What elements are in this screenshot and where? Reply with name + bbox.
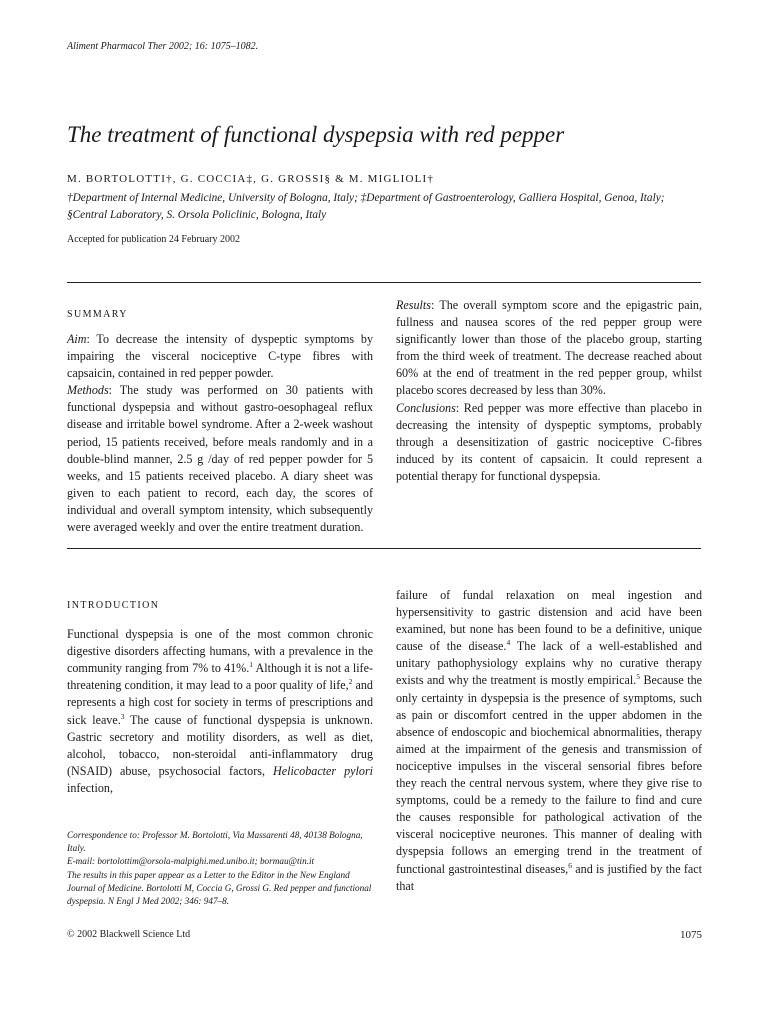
summary-column-left	[67, 306, 373, 333]
summary-results	[396, 297, 702, 400]
copyright-notice: © 2002 Blackwell Science Ltd	[67, 929, 191, 940]
summary-methods	[67, 382, 373, 536]
reference-6: 6	[568, 860, 572, 870]
reference-3: 3	[120, 711, 125, 721]
journal-reference: Aliment Pharmacol Ther 2002; 16: 1075–1082.	[67, 41, 259, 52]
results-label: Results	[396, 298, 431, 312]
intro-text-2a: failure of fundal relaxation on meal ingestion and hypersensitivity to gastric distension and acid have been examined, but none has been found to be a definitive, unique cause of the disease.	[396, 588, 702, 654]
article-title: The treatment of functional dyspepsia with red pepper	[67, 122, 565, 147]
author-list: M. BORTOLOTTI†, G. COCCIA‡, G. GROSSI§ & M. MIGLIOLI†	[67, 173, 435, 185]
intro-text-1e: infection,	[67, 780, 114, 795]
introduction-paragraph-1	[67, 626, 373, 797]
intro-text-1b: Although it is not a life-threatening condition, it may lead to a poor quality of life,	[67, 661, 373, 693]
conclusions-text: : Red pepper was more effective than placebo in decreasing the intensity of dyspeptic symptoms, probably through a desensitization of gastric nociceptive C-fibres induced by its content of capsaicin. It could represent a potential therapy for functional dyspepsia.	[396, 400, 702, 483]
aim-text: : To decrease the intensity of dyspeptic symptoms by impairing the visceral nociceptive C-type fibres with capsaicin, contained in red pepper powder.	[67, 332, 373, 381]
author-affiliations: †Department of Internal Medicine, University of Bologna, Italy; ‡Department of Gastroenterology, Galliera Hospital, Genoa, Italy; §Central Laboratory, S. Orsola Policlinic, Bologna, Italy	[67, 192, 665, 221]
summary-body-left	[67, 331, 373, 536]
summary-aim	[67, 331, 373, 382]
letter-note: The results in this paper appear as a Letter to the Editor in the New England Journal of Medicine. Bortolotti M, Coccia G, Grossi G. Red pepper and functional dyspepsia. N Engl J Med 2002; 346: 947–8.	[67, 869, 372, 907]
reference-1: 1	[249, 660, 254, 670]
intro-text-1a: Functional dyspepsia is one of the most common chronic digestive disorders affecting humans, with a prevalence in the community ranging from 7% to 41%.	[67, 627, 373, 676]
reference-4: 4	[506, 638, 511, 648]
reference-5: 5	[636, 672, 640, 682]
intro-text-2b: The lack of a well-established and unitary pathophysiology explains why no curative therapy exists and why the treatment is mostly empirical.	[396, 639, 702, 688]
summary-column-right	[396, 297, 702, 485]
introduction-heading: INTRODUCTION	[67, 600, 160, 611]
aim-label: Aim	[67, 332, 87, 346]
intro-text-1c: and represents a high cost for society in terms of prescriptions and sick leave.	[67, 678, 373, 727]
intro-text-2c: Because the only certainty in dyspepsia is the presence of symptoms, such as pain or discomfort centred in the upper abdomen in the absence of endoscopic and biochemical abnormalities, therapy aimed at the impairment of the genesis and transmission of nociceptive impulses in the visceral sensorial fibres before they reach the central nervous system, where they give rise to symptoms, could be a remedy to the failure to find and cure the causes responsible for pathological activation of the visceral nociceptive neurones. This manner of dealing with dyspepsia follows an emerging trend in the treatment of functional gastrointestinal diseases,	[396, 673, 702, 876]
reference-2: 2	[348, 677, 353, 687]
correspondence-notes	[67, 829, 377, 908]
methods-label: Methods	[67, 383, 109, 398]
summary-bottom-rule	[67, 548, 701, 549]
correspondence-address: Correspondence to: Professor M. Bortolotti, Via Massarenti 48, 40138 Bologna, Italy.	[67, 830, 363, 854]
introduction-column-left	[67, 597, 373, 797]
conclusions-label: Conclusions	[396, 400, 456, 415]
methods-text: : The study was performed on 30 patients with functional dyspepsia and without gastro-oesophageal reflux disease and irritable bowel syndrome. After a 2-week washout period, 15 patients received, before meals randomly and in a double-blind manner, 2.5 g /day of red pepper powder for 5 weeks, and 15 patients received placebo. A diary sheet was given to each patient to record, each day, the scores of individual and overall symptom intensity, which subsequently were averaged weekly and over the entire treatment duration.	[67, 383, 373, 535]
correspondence-email: E-mail: bortolottim@orsola-malpighi.med.unibo.it; bormau@tin.it	[67, 856, 315, 867]
intro-italic-species: Helicobacter pylori	[272, 763, 374, 778]
introduction-paragraph-2	[396, 587, 702, 895]
summary-heading: SUMMARY	[67, 309, 128, 320]
results-text: : The overall symptom score and the epigastric pain, fullness and nausea scores of the red pepper group were significantly lower than those of the placebo group, starting from the third week of treatment. The decrease reached about 60% at the end of treatment in the red pepper group, whilst placebo scores decreased by less than 30%.	[396, 298, 702, 398]
intro-text-1d: The cause of functional dyspepsia is unknown. Gastric secretory and motility disorders, as well as diet, alcohol, tobacco, non-steroidal anti-inflammatory drug (NSAID) abuse, psychosocial factors,	[67, 712, 373, 778]
accepted-date: Accepted for publication 24 February 2002	[67, 234, 241, 245]
intro-text-2d: and is justified by the fact that	[396, 861, 703, 893]
summary-top-rule	[67, 282, 701, 283]
summary-conclusions	[396, 400, 702, 485]
page-number: 1075	[680, 929, 702, 941]
introduction-column-right	[396, 587, 702, 895]
